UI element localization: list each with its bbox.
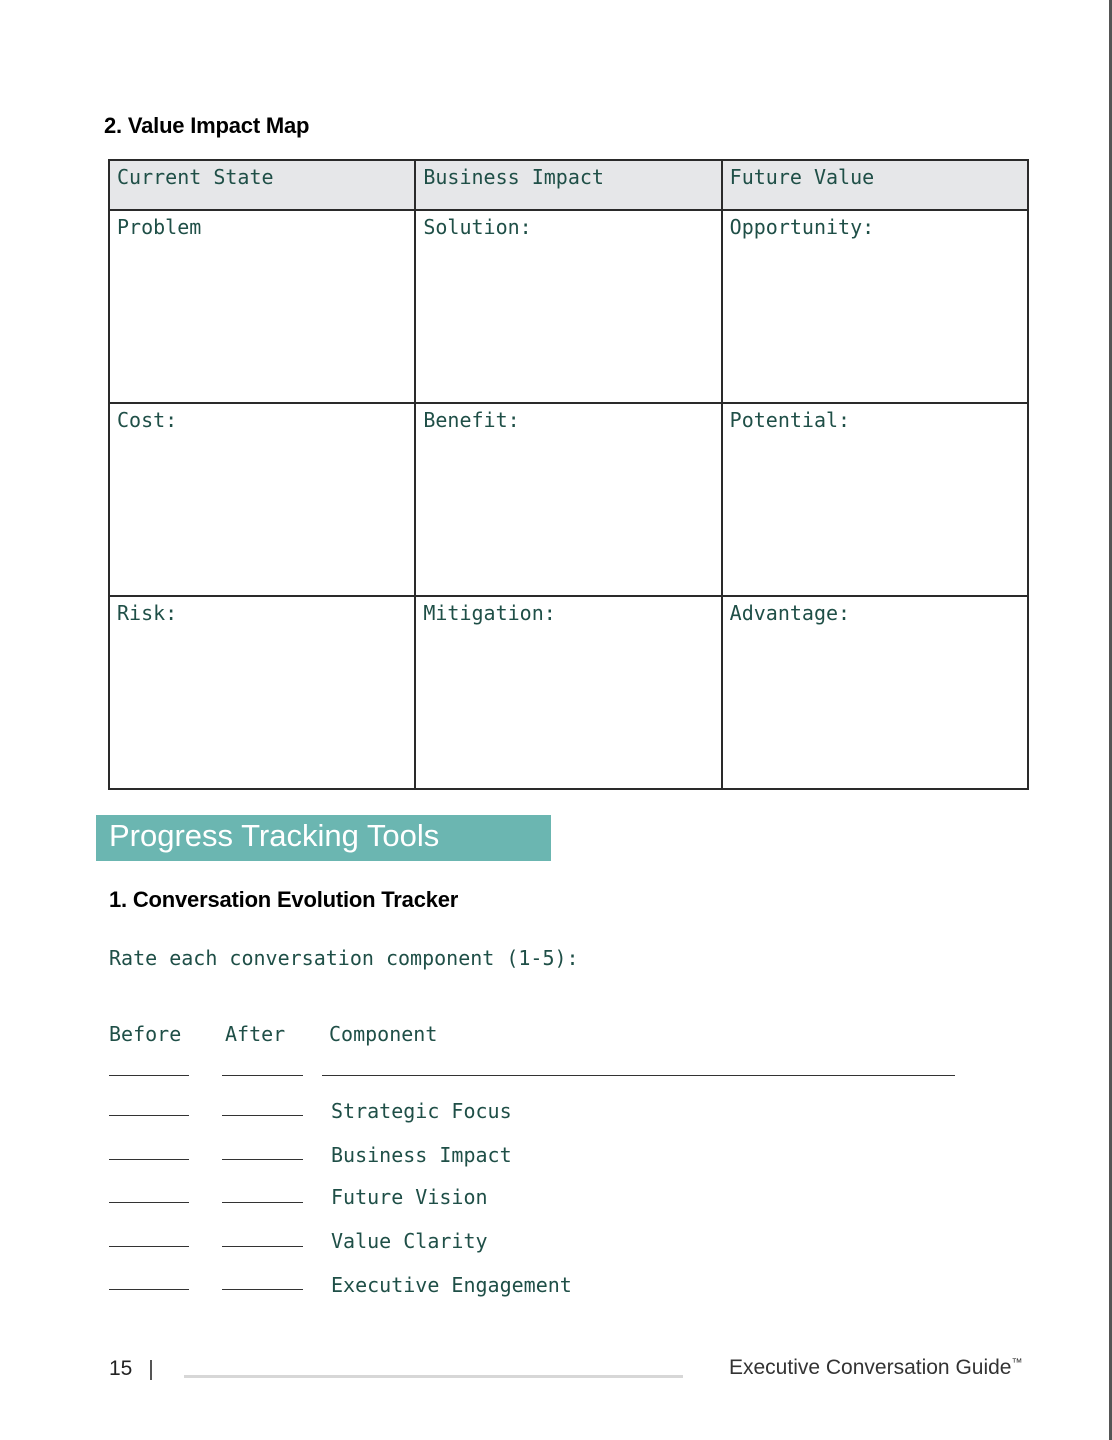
value-impact-map-heading: 2. Value Impact Map (104, 113, 310, 138)
column-header-before: Before (109, 1022, 182, 1046)
progress-tracking-section-banner (96, 815, 551, 861)
after-score-blank[interactable] (222, 1202, 303, 1203)
header-underline-before (109, 1075, 189, 1076)
component-label: Executive Engagement (331, 1273, 572, 1297)
footer-rule (184, 1375, 683, 1378)
before-score-blank[interactable] (109, 1202, 189, 1203)
section-title: Progress Tracking Tools (109, 818, 440, 853)
footer-separator (150, 1360, 152, 1380)
footer-title-text: Executive Conversation Guide (729, 1356, 1012, 1379)
before-score-blank[interactable] (109, 1115, 189, 1116)
cell-opportunity[interactable]: Opportunity: (722, 210, 1028, 403)
cell-advantage[interactable]: Advantage: (722, 596, 1028, 789)
cell-cost[interactable]: Cost: (109, 403, 415, 596)
after-score-blank[interactable] (222, 1289, 303, 1290)
footer-guide-title (729, 1356, 1023, 1380)
before-score-blank[interactable] (109, 1289, 189, 1290)
header-future-value: Future Value (722, 160, 1028, 210)
cell-solution[interactable]: Solution: (415, 210, 721, 403)
after-score-blank[interactable] (222, 1159, 303, 1160)
table-header-row (109, 160, 1028, 210)
table-row (109, 210, 1028, 403)
table-row (109, 403, 1028, 596)
component-label: Strategic Focus (331, 1099, 512, 1123)
tracker-heading: 1. Conversation Evolution Tracker (109, 887, 459, 912)
after-score-blank[interactable] (222, 1246, 303, 1247)
column-header-after: After (225, 1022, 286, 1046)
header-underline-after (222, 1075, 303, 1076)
component-label: Future Vision (331, 1185, 488, 1209)
value-impact-map-table (108, 159, 1029, 790)
after-score-blank[interactable] (222, 1115, 303, 1116)
table-row (109, 596, 1028, 789)
cell-benefit[interactable]: Benefit: (415, 403, 721, 596)
cell-mitigation[interactable]: Mitigation: (415, 596, 721, 789)
component-label: Value Clarity (331, 1229, 488, 1253)
header-business-impact: Business Impact (415, 160, 721, 210)
cell-potential[interactable]: Potential: (722, 403, 1028, 596)
rating-instruction: Rate each conversation component (1-5): (109, 946, 579, 970)
cell-problem[interactable]: Problem (109, 210, 415, 403)
page-number: 15 (109, 1357, 133, 1380)
trademark-symbol: ™ (1011, 1357, 1023, 1369)
column-header-component: Component (329, 1022, 438, 1046)
cell-risk[interactable]: Risk: (109, 596, 415, 789)
component-label: Business Impact (331, 1143, 512, 1167)
header-current-state: Current State (109, 160, 415, 210)
header-underline-component (322, 1075, 955, 1076)
before-score-blank[interactable] (109, 1159, 189, 1160)
before-score-blank[interactable] (109, 1246, 189, 1247)
